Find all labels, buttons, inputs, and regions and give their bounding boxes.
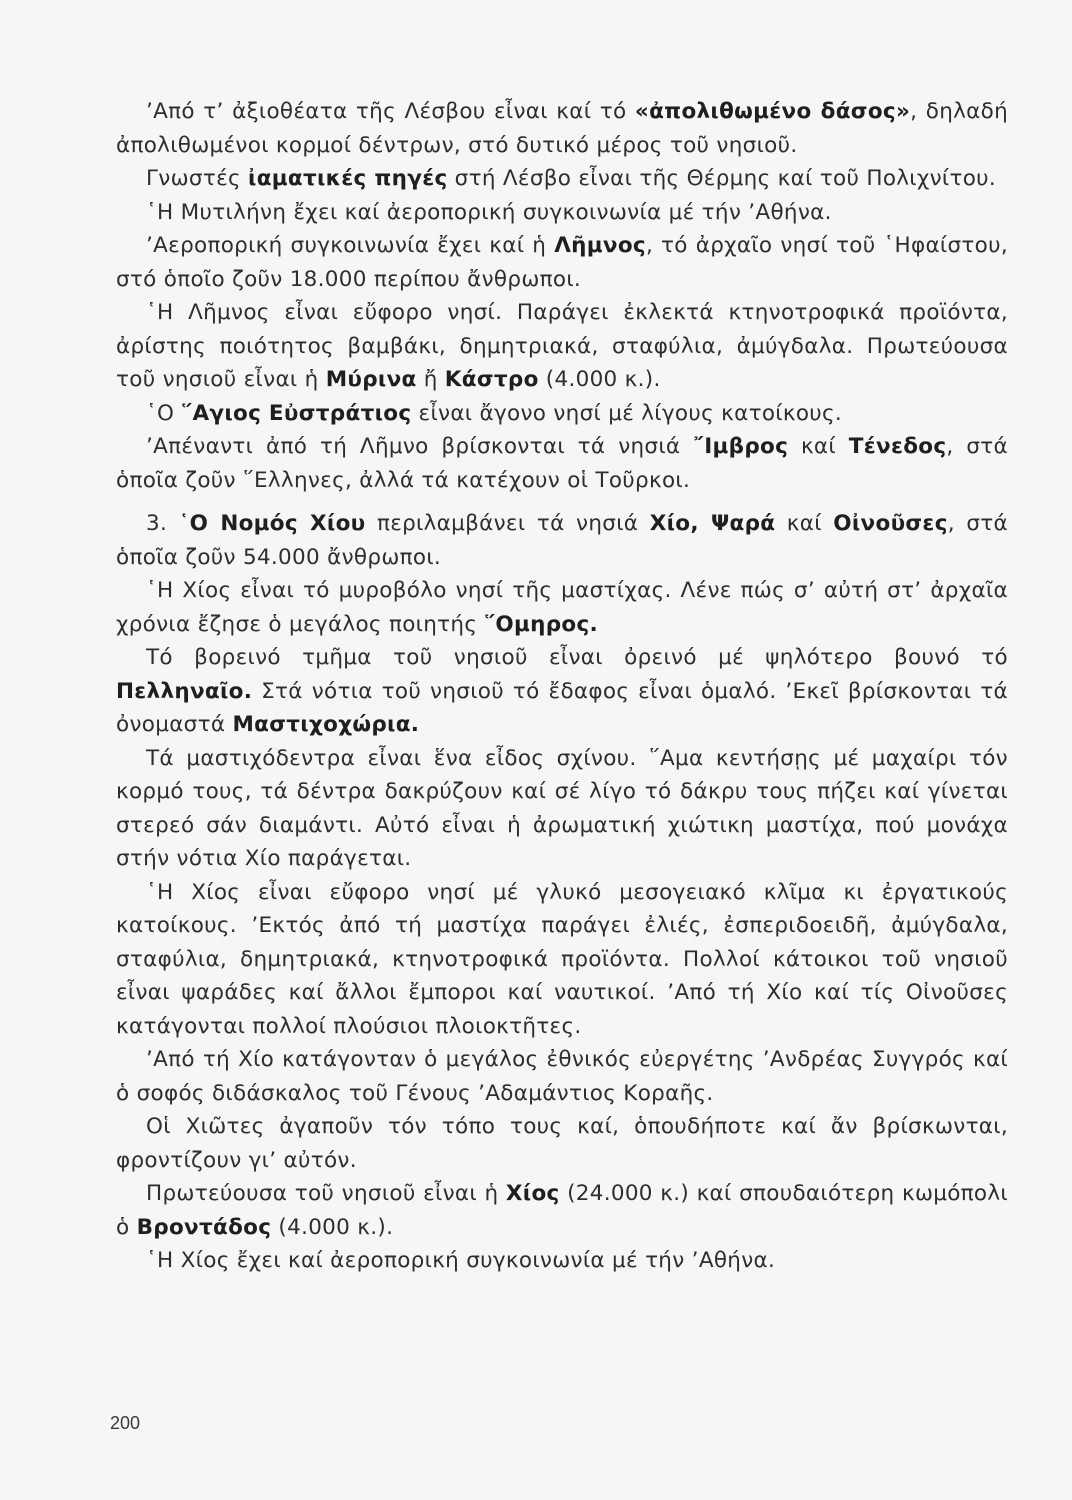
bold-term: ἰαματικές πηγές — [248, 166, 448, 191]
bold-term: Λῆμνος — [554, 233, 646, 258]
text-run: (4.000 κ.). — [538, 367, 661, 392]
text-run: εἶναι ἄγονο νησί μέ λίγους κατοίκους. — [411, 400, 843, 426]
text-run: ῾Η Χίος ἔχει καί ἀεροπορική συγκοινωνία μέ τήν ’Αθήνα. — [146, 1248, 776, 1273]
bold-term: Μαστιχοχώρια. — [232, 712, 420, 737]
text-run: , στά ὁποῖα ζοῦν 54.000 ἄνθρωποι. — [116, 511, 1008, 570]
text-run: καί — [788, 434, 849, 459]
bold-term: Οἰνοῦσες — [833, 511, 948, 536]
paragraph — [116, 876, 1008, 1044]
text-run: (24.000 κ.) καί σπουδαιότερη κωμόπολι ὁ — [116, 1181, 1008, 1240]
text-run: , τό ἀρχαῖο νησί τοῦ ῾Ηφαίστου, στό ὁποῖο ζοῦν 18.000 περίπου ἄνθρωποι. — [116, 233, 1008, 292]
text-run: Οἱ Χιῶτες ἀγαποῦν τόν τόπο τους καί, ὁπουδήποτε καί ἄν βρίσκωνται, φροντίζουν γι’ αὐτόν. — [116, 1114, 1008, 1173]
text-run: ῾Η Χίος εἶναι τό μυροβόλο νησί τῆς μαστίχας. Λένε πώς σ’ αὐτή στ’ ἀρχαῖα χρόνια ἔζησε ὁ μεγάλος ποιητής — [116, 578, 1008, 637]
text-run: ῾Η Μυτιλήνη ἔχει καί ἀεροπορική συγκοινωνία μέ τήν ’Αθήνα. — [146, 199, 832, 225]
text-run: ῾Η Λῆμνος εἶναι εὔφορο νησί. Παράγει ἐκλεκτά κτηνοτροφικά προϊόντα, ἀρίστης ποιότητος βαμβάκι, δημητριακά, σταφύλια, ἀμύγδαλα. Πρωτεύουσα τοῦ νησιοῦ εἶναι ἡ — [116, 300, 1008, 392]
paragraph — [116, 1177, 1008, 1244]
text-run: Στά νότια τοῦ νησιοῦ τό ἔδαφος εἶναι ὁμαλό. ’Εκεῖ βρίσκονται τά ὀνομαστά — [116, 678, 1008, 737]
text-run: Τά μαστιχόδεντρα εἶναι ἕνα εἶδος σχίνου. ῞Αμα κεντήσῃς μέ μαχαίρι τόν κορμό τους, τά δέντρα δακρύζουν καί σέ λίγο τό δάκρυ τους πήζει καί γίνεται στερεό σάν διαμάντι. Αὐτό εἶναι ἡ ἀρωματική χιώτικη μαστίχα, πού μονάχα στήν νότια Χίο παράγεται. — [116, 745, 1008, 871]
text-run: , στά ὁποῖα ζοῦν ῞Ελληνες, ἀλλά τά κατέχουν οἱ Τοῦρκοι. — [116, 434, 1008, 493]
paragraph — [116, 95, 1008, 162]
text-run: Πρωτεύουσα τοῦ νησιοῦ εἶναι ἡ — [146, 1181, 506, 1206]
paragraph — [116, 1244, 1008, 1278]
bold-term: ῎Ιμβρος — [693, 434, 789, 459]
text-run: Γνωστές — [146, 166, 249, 191]
paragraph — [116, 229, 1008, 296]
paragraph — [116, 430, 1008, 497]
text-run: , δηλαδή ἀπολιθωμένοι κορμοί δέντρων, στό δυτικό μέρος τοῦ νησιοῦ. — [116, 99, 1008, 158]
bold-term: ῞Ομηρος. — [484, 611, 599, 637]
bold-term: Βροντάδος — [136, 1214, 272, 1240]
text-run: ’Αεροπορική συγκοινωνία ἔχει καί ἡ — [146, 233, 555, 258]
text-run: Τό βορεινό τμῆμα τοῦ νησιοῦ εἶναι ὀρεινό μέ ψηλότερο βουνό τό — [146, 645, 1008, 670]
paragraph — [116, 507, 1008, 574]
bold-term: Χίο, Ψαρά — [649, 511, 776, 536]
paragraph — [116, 296, 1008, 397]
page-body — [116, 95, 1008, 1278]
paragraph — [116, 1110, 1008, 1177]
bold-term: Κάστρο — [444, 367, 539, 392]
paragraph — [116, 397, 1008, 431]
page-number: 200 — [110, 1413, 141, 1433]
bold-term: Τένεδος — [848, 434, 947, 459]
bold-term: Πελληναῖο. — [116, 678, 253, 704]
text-run: καί — [775, 511, 834, 536]
text-run: ῾Η Χίος εἶναι εὔφορο νησί μέ γλυκό μεσογειακό κλῖμα κι ἐργατικούς κατοίκους. ’Εκτός ἀπό τή μαστίχα παράγει ἐλιές, ἐσπεριδοειδῆ, ἀμύγδαλα, σταφύλια, δημητριακά, κτηνοτροφικά προϊόντα. Πολλοί κάτοικοι τοῦ νησιοῦ εἶναι ψαράδες καί ἄλλοι ἔμποροι καί ναυτικοί. ’Από τή Χίο καί τίς Οἰνοῦσες κατάγονται πολλοί πλούσιοι πλοιοκτῆτες. — [116, 879, 1008, 1039]
paragraph — [116, 162, 1008, 196]
text-run: ’Από τ’ ἀξιοθέατα τῆς Λέσβου εἶναι καί τό — [146, 99, 635, 124]
text-run: 3. — [146, 511, 179, 536]
bold-term: Χίος — [505, 1181, 560, 1206]
bold-term: Μύρινα — [325, 367, 417, 392]
text-run: ἤ — [416, 367, 445, 392]
bold-term: ῞Αγιος Εὐστράτιος — [181, 400, 412, 426]
text-run: ῾Ο — [146, 400, 182, 426]
bold-term: ῾Ο Νομός Χίου — [178, 511, 366, 536]
bold-term: «ἀπολιθωμένο δάσος» — [634, 99, 911, 124]
text-run: (4.000 κ.). — [271, 1214, 394, 1240]
paragraph — [116, 1043, 1008, 1110]
text-run: στή Λέσβο εἶναι τῆς Θέρμης καί τοῦ Πολιχνίτου. — [447, 166, 997, 191]
text-run: περιλαμβάνει τά νησιά — [365, 511, 650, 536]
text-run: ’Από τή Χίο κατάγονταν ὁ μεγάλος ἐθνικός εὐεργέτης ’Ανδρέας Συγγρός καί ὁ σοφός διδάσκαλος τοῦ Γένους ’Αδαμάντιος Κοραῆς. — [116, 1047, 1008, 1106]
paragraph — [116, 742, 1008, 876]
text-run: ’Απέναντι ἀπό τή Λῆμνο βρίσκονται τά νησιά — [146, 434, 694, 459]
paragraph — [116, 641, 1008, 742]
paragraph — [116, 574, 1008, 641]
paragraph — [116, 196, 1008, 230]
